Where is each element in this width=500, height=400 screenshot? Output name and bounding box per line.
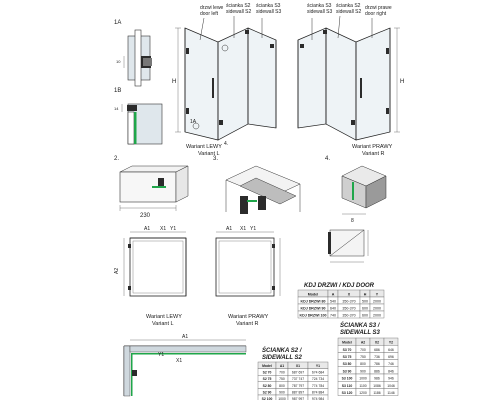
dim-8: 8 — [351, 218, 354, 224]
table-cell-text: 787 797 — [291, 383, 305, 388]
detail-3 — [213, 156, 300, 214]
table-cell-text: 846 — [388, 369, 394, 374]
label-door-left-en: door left — [200, 11, 219, 17]
table-cell-text: 887 897 — [291, 390, 305, 395]
view-right-variant — [298, 16, 404, 140]
table-cell-text: 1000 — [359, 376, 367, 381]
table-cell-text: 774 784 — [311, 383, 325, 388]
table-cell-text: S2 100 — [261, 397, 273, 400]
table-cell-text: 1086 — [373, 383, 381, 388]
table-cell-text: S3 75 — [342, 355, 352, 359]
table-cell-text: KDJ DRZWI 80 — [300, 299, 326, 304]
table-cell-text: 1146 — [387, 391, 395, 395]
table-cell-text: 750 — [279, 377, 285, 382]
variant-l-en: Variant L — [198, 151, 220, 157]
table-cell-text: 600 — [362, 313, 368, 318]
table-header-text: A1 — [279, 364, 285, 368]
plan-r-x1: X1 — [240, 226, 247, 232]
table-cell-text: 2000 — [373, 313, 381, 318]
table-header-text: Model — [307, 292, 319, 297]
plan-y1: Y1 — [170, 226, 177, 232]
label-s3-right: ścianka S3 — [307, 3, 332, 9]
table-cell-text: S3 120 — [341, 391, 353, 395]
corner-detail — [120, 334, 248, 396]
s3-table — [338, 338, 398, 396]
table-cell-text: 736 — [374, 355, 380, 359]
kdj-title: KDJ DRZWI / KDJ DOOR — [304, 283, 375, 289]
table-cell-text: 2000 — [373, 306, 381, 311]
corner-y1: Y1 — [158, 352, 165, 358]
table-cell-text: S3 100 — [341, 376, 353, 381]
plan-variant-l-pl: Wariant LEWY — [146, 314, 182, 320]
s2-title-1: ŚCIANKA S2 / — [262, 348, 302, 354]
s2-title-2: SIDEWALL S2 — [262, 355, 302, 361]
table-header-text: Y2 — [388, 340, 394, 345]
detail-3-label: 3. — [213, 156, 219, 162]
table-cell-text: 1186 — [373, 391, 381, 395]
plan-x1: X1 — [160, 226, 167, 232]
label-door-left: drzwi lewe — [200, 5, 224, 11]
table-cell-text: 600 — [362, 306, 368, 311]
label-s3-right-en: sidewall S3 — [307, 9, 333, 15]
plan-a2: A2 — [114, 267, 120, 274]
table-cell-text: 640 — [330, 306, 336, 311]
table-cell-text: 696 — [388, 355, 394, 359]
s3-title-1: ŚCIANKA S3 / — [340, 323, 380, 329]
table-cell-text: 2000 — [373, 299, 381, 304]
table-header-text: Y1 — [315, 364, 321, 368]
table-cell-text: S3 80 — [342, 362, 352, 367]
table-cell-text: 800 — [360, 362, 366, 367]
detail-1b — [114, 88, 162, 144]
label-s2-right: ścianka S2 — [336, 3, 361, 9]
kdj-table — [298, 290, 384, 318]
dim-230: 230 — [140, 213, 151, 219]
table-cell-text: 1000 — [278, 397, 286, 400]
h-label: H — [172, 79, 177, 85]
table-cell-text: KDJ DRZWI 100 — [299, 313, 327, 318]
plan-variant-r-pl: Wariant PRAWY — [228, 314, 269, 320]
label-s3-en: sidewall S3 — [256, 9, 282, 15]
table-header-text: A2 — [360, 340, 366, 345]
table-cell-text: S3 70 — [342, 347, 352, 352]
table-cell-text: 886 — [374, 369, 380, 374]
table-cell-text: 974 984 — [311, 397, 325, 400]
table-cell-text: S3 110 — [341, 383, 353, 388]
table-cell-text: 687 697 — [291, 370, 305, 375]
corner-x1: X1 — [176, 358, 183, 364]
table-header-text: Model — [262, 364, 272, 368]
table-cell-text: 674 684 — [311, 370, 325, 375]
table-header-text: A — [331, 292, 335, 297]
table-cell-text: 874 884 — [311, 390, 325, 395]
view-left-variant — [172, 16, 276, 147]
plan-right — [216, 226, 280, 327]
label-door-right: drzwi prawe — [365, 5, 392, 11]
plan-a1: A1 — [144, 226, 151, 232]
table-cell-text: 646 — [388, 347, 394, 352]
table-cell-text: 1200 — [359, 391, 367, 395]
table-cell-text: 746 — [388, 362, 394, 367]
table-cell-text: 750 — [360, 355, 366, 359]
label-s2-en: sidewall S2 — [226, 9, 252, 15]
callout-1a: 1A — [190, 119, 197, 125]
callout-4: 4. — [224, 141, 229, 147]
variant-r-pl: Wariant PRAWY — [352, 144, 393, 150]
variant-l-pl: Wariant LEWY — [186, 144, 222, 150]
table-header-text: X1 — [295, 364, 301, 368]
table-cell-text: 686 — [374, 347, 380, 352]
label-s2: ścianka S2 — [226, 3, 251, 9]
label-s3: ścianka S3 — [256, 3, 281, 9]
s2-table — [258, 362, 328, 400]
table-cell-text: KDJ DRZWI 90 — [300, 306, 326, 311]
detail-2 — [114, 156, 188, 219]
plan-variant-r-en: Variant R — [236, 321, 259, 327]
table-cell-text: 724 734 — [311, 377, 325, 382]
detail-1a — [114, 20, 152, 86]
table-cell-text: 350-370 — [342, 313, 356, 318]
detail-1a-label: 1A — [114, 20, 122, 26]
table-header-text: H — [363, 292, 367, 297]
table-cell-text: 900 — [360, 369, 366, 374]
table-cell-text: S2 90 — [262, 390, 272, 395]
plan-r-y1: Y1 — [250, 226, 257, 232]
table-cell-text: 700 — [279, 370, 285, 375]
table-header-text: X2 — [374, 340, 380, 345]
table-cell-text: 1100 — [359, 383, 367, 388]
table-cell-text: 350-370 — [342, 306, 356, 311]
s3-title-2: SIDEWALL S3 — [340, 330, 380, 336]
label-s2-right-en: sidewall S2 — [336, 9, 362, 15]
table-cell-text: 1046 — [387, 383, 395, 388]
table-cell-text: 700 — [360, 347, 366, 352]
table-cell-text: 540 — [330, 299, 336, 304]
table-cell-text: S3 90 — [342, 369, 352, 374]
label-door-right-en: door right — [365, 11, 387, 17]
table-cell-text: 350-370 — [342, 299, 356, 304]
detail-1b-label: 1B — [114, 88, 122, 94]
h-label-right: H — [400, 79, 405, 85]
detail-4 — [325, 156, 386, 224]
kdj-door-sketch — [328, 230, 368, 262]
plan-r-a1: A1 — [226, 226, 233, 232]
plan-left — [114, 226, 186, 327]
detail-2-label: 2. — [114, 156, 120, 162]
table-cell-text: S2 75 — [262, 377, 272, 382]
dim-10-1a: 10 — [116, 59, 121, 64]
table-cell-text: 900 — [279, 390, 285, 395]
table-cell-text: 500 — [362, 299, 368, 304]
table-cell-text: 946 — [388, 376, 394, 381]
table-cell-text: 987 997 — [291, 397, 305, 400]
plan-variant-l-en: Variant L — [152, 321, 174, 327]
table-cell-text: 800 — [279, 383, 285, 388]
dim-14-1b: 14 — [114, 106, 119, 111]
table-header-text: Model — [342, 340, 352, 345]
table-cell-text: S2 70 — [262, 370, 272, 375]
table-cell-text: 737 747 — [291, 377, 305, 382]
detail-4-label: 4. — [325, 156, 331, 162]
table-cell-text: S2 80 — [262, 383, 272, 388]
table-cell-text: 740 — [330, 313, 336, 318]
corner-a1: A1 — [182, 334, 189, 340]
table-cell-text: 986 — [374, 376, 380, 381]
table-header-text: Y — [375, 292, 379, 297]
table-header-text: X — [347, 292, 351, 297]
table-cell-text: 786 — [374, 362, 380, 367]
variant-r-en: Variant R — [362, 151, 385, 157]
